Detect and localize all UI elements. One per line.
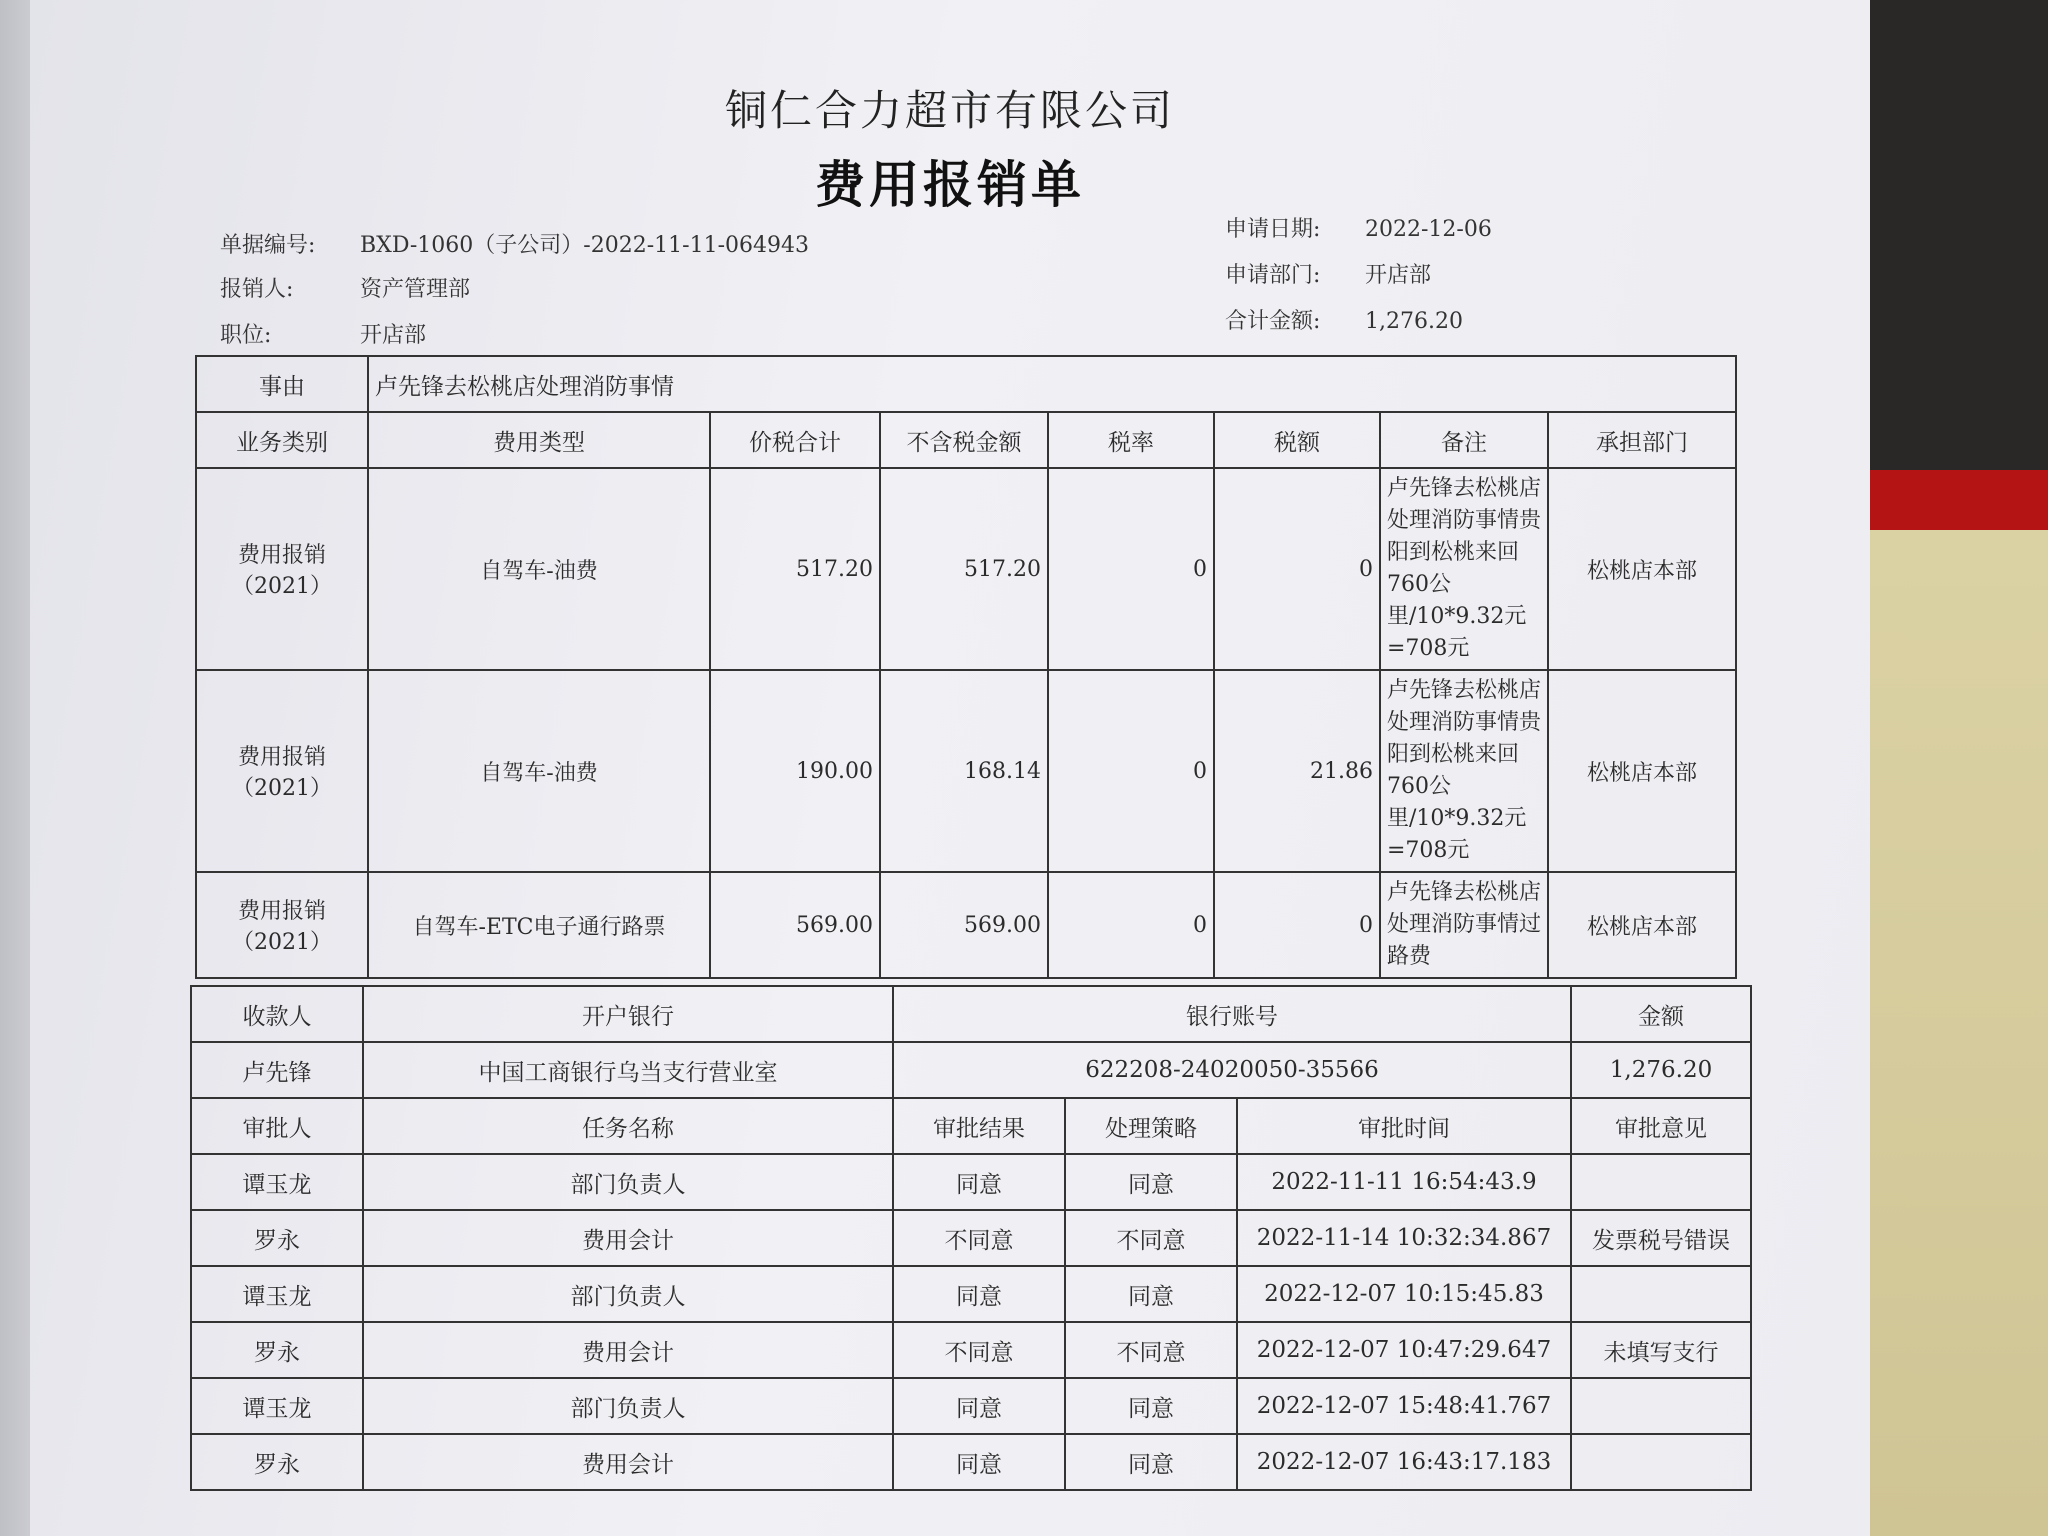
expense-form-paper	[30, 0, 1870, 1536]
column-header: 银行账号	[893, 986, 1571, 1042]
approval-result: 不同意	[893, 1322, 1065, 1378]
approval-comment	[1571, 1154, 1751, 1210]
approval-time: 2022-12-07 10:15:45.83	[1237, 1266, 1571, 1322]
approval-time: 2022-12-07 10:47:29.647	[1237, 1322, 1571, 1378]
approval-time: 2022-11-11 16:54:43.9	[1237, 1154, 1571, 1210]
meta-value: 1,276.20	[1365, 309, 1463, 334]
background-desk	[1860, 470, 2048, 1536]
payee-row	[191, 1042, 1751, 1098]
approval-strategy: 同意	[1065, 1154, 1237, 1210]
expense-total: 517.20	[710, 468, 880, 670]
approval-strategy: 同意	[1065, 1378, 1237, 1434]
expense-type: 自驾车-油费	[368, 670, 710, 872]
column-header: 税率	[1048, 412, 1214, 468]
payee-name: 卢先锋	[191, 1042, 363, 1098]
expense-row	[196, 468, 1736, 670]
column-header: 费用类型	[368, 412, 710, 468]
expense-tax-rate: 0	[1048, 468, 1214, 670]
expense-pretax: 569.00	[880, 872, 1048, 978]
payee-account: 622208-24020050-35566	[893, 1042, 1571, 1098]
approver: 谭玉龙	[191, 1378, 363, 1434]
payee-bank: 中国工商银行乌当支行营业室	[363, 1042, 893, 1098]
company-name: 铜仁合力超市有限公司	[724, 86, 1175, 135]
approver: 谭玉龙	[191, 1266, 363, 1322]
background-red-strip	[1860, 470, 2048, 530]
task-name: 费用会计	[363, 1210, 893, 1266]
form-title: 费用报销单	[815, 156, 1085, 214]
expense-total: 569.00	[710, 872, 880, 978]
approval-result: 不同意	[893, 1210, 1065, 1266]
meta-value: 开店部	[360, 323, 427, 348]
expense-dept: 松桃店本部	[1548, 468, 1736, 670]
approval-result: 同意	[893, 1378, 1065, 1434]
approval-row	[191, 1434, 1751, 1490]
approval-strategy: 同意	[1065, 1266, 1237, 1322]
approver: 罗永	[191, 1434, 363, 1490]
expense-header-row	[196, 412, 1736, 468]
meta-total-amount	[1225, 304, 1463, 335]
approval-time: 2022-11-14 10:32:34.867	[1237, 1210, 1571, 1266]
approval-strategy: 同意	[1065, 1434, 1237, 1490]
column-header: 审批结果	[893, 1098, 1065, 1154]
expense-tax: 21.86	[1214, 670, 1380, 872]
meta-label: 申请部门:	[1225, 263, 1321, 288]
expense-note: 卢先锋去松桃店处理消防事情贵阳到松桃来回760公里/10*9.32元=708元	[1380, 468, 1548, 670]
expense-total: 190.00	[710, 670, 880, 872]
meta-claimant	[220, 272, 470, 303]
approval-row	[191, 1378, 1751, 1434]
task-name: 部门负责人	[363, 1266, 893, 1322]
column-header: 金额	[1571, 986, 1751, 1042]
expense-tax: 0	[1214, 872, 1380, 978]
meta-value: 资产管理部	[360, 277, 471, 302]
meta-apply-dept	[1225, 258, 1431, 289]
meta-label: 单据编号:	[220, 233, 316, 258]
reason-row	[196, 356, 1736, 412]
column-header: 审批时间	[1237, 1098, 1571, 1154]
expense-row	[196, 670, 1736, 872]
expense-category: 费用报销（2021）	[196, 872, 368, 978]
column-header: 业务类别	[196, 412, 368, 468]
column-header: 不含税金额	[880, 412, 1048, 468]
task-name: 部门负责人	[363, 1378, 893, 1434]
reason-value: 卢先锋去松桃店处理消防事情	[368, 356, 1736, 412]
meta-value: 开店部	[1365, 263, 1432, 288]
meta-position	[220, 318, 426, 349]
approval-result: 同意	[893, 1266, 1065, 1322]
expense-note: 卢先锋去松桃店处理消防事情过路费	[1380, 872, 1548, 978]
column-header: 处理策略	[1065, 1098, 1237, 1154]
expense-pretax: 168.14	[880, 670, 1048, 872]
reason-label: 事由	[196, 356, 368, 412]
expense-tax: 0	[1214, 468, 1380, 670]
approval-result: 同意	[893, 1154, 1065, 1210]
approval-comment	[1571, 1434, 1751, 1490]
column-header: 开户银行	[363, 986, 893, 1042]
expense-type: 自驾车-油费	[368, 468, 710, 670]
column-header: 任务名称	[363, 1098, 893, 1154]
expense-row	[196, 872, 1736, 978]
expense-note: 卢先锋去松桃店处理消防事情贵阳到松桃来回760公里/10*9.32元=708元	[1380, 670, 1548, 872]
meta-value: BXD-1060（子公司）-2022-11-11-064943	[360, 233, 809, 258]
column-header: 收款人	[191, 986, 363, 1042]
column-header: 承担部门	[1548, 412, 1736, 468]
approval-row	[191, 1322, 1751, 1378]
meta-doc-number	[220, 228, 809, 259]
task-name: 部门负责人	[363, 1154, 893, 1210]
meta-label: 合计金额:	[1225, 309, 1321, 334]
approval-comment	[1571, 1266, 1751, 1322]
approval-row	[191, 1154, 1751, 1210]
expense-category: 费用报销（2021）	[196, 670, 368, 872]
approval-comment	[1571, 1378, 1751, 1434]
expense-tax-rate: 0	[1048, 872, 1214, 978]
approval-row	[191, 1210, 1751, 1266]
approver: 谭玉龙	[191, 1154, 363, 1210]
payee-header-row	[191, 986, 1751, 1042]
meta-label: 申请日期:	[1225, 217, 1321, 242]
approval-time: 2022-12-07 15:48:41.767	[1237, 1378, 1571, 1434]
expense-tax-rate: 0	[1048, 670, 1214, 872]
payment-approval-table	[190, 985, 1752, 1491]
meta-value: 2022-12-06	[1365, 217, 1492, 242]
approval-header-row	[191, 1098, 1751, 1154]
expense-table	[195, 355, 1737, 979]
expense-dept: 松桃店本部	[1548, 872, 1736, 978]
payee-amount: 1,276.20	[1571, 1042, 1751, 1098]
approval-strategy: 不同意	[1065, 1322, 1237, 1378]
expense-type: 自驾车-ETC电子通行路票	[368, 872, 710, 978]
expense-dept: 松桃店本部	[1548, 670, 1736, 872]
column-header: 审批人	[191, 1098, 363, 1154]
approval-comment: 未填写支行	[1571, 1322, 1751, 1378]
approval-time: 2022-12-07 16:43:17.183	[1237, 1434, 1571, 1490]
approval-result: 同意	[893, 1434, 1065, 1490]
approval-strategy: 不同意	[1065, 1210, 1237, 1266]
approver: 罗永	[191, 1210, 363, 1266]
column-header: 审批意见	[1571, 1098, 1751, 1154]
meta-apply-date	[1225, 212, 1492, 243]
column-header: 税额	[1214, 412, 1380, 468]
column-header: 价税合计	[710, 412, 880, 468]
expense-category: 费用报销（2021）	[196, 468, 368, 670]
expense-pretax: 517.20	[880, 468, 1048, 670]
approver: 罗永	[191, 1322, 363, 1378]
task-name: 费用会计	[363, 1434, 893, 1490]
meta-label: 报销人:	[220, 277, 294, 302]
approval-row	[191, 1266, 1751, 1322]
task-name: 费用会计	[363, 1322, 893, 1378]
column-header: 备注	[1380, 412, 1548, 468]
meta-label: 职位:	[220, 323, 272, 348]
approval-comment: 发票税号错误	[1571, 1210, 1751, 1266]
